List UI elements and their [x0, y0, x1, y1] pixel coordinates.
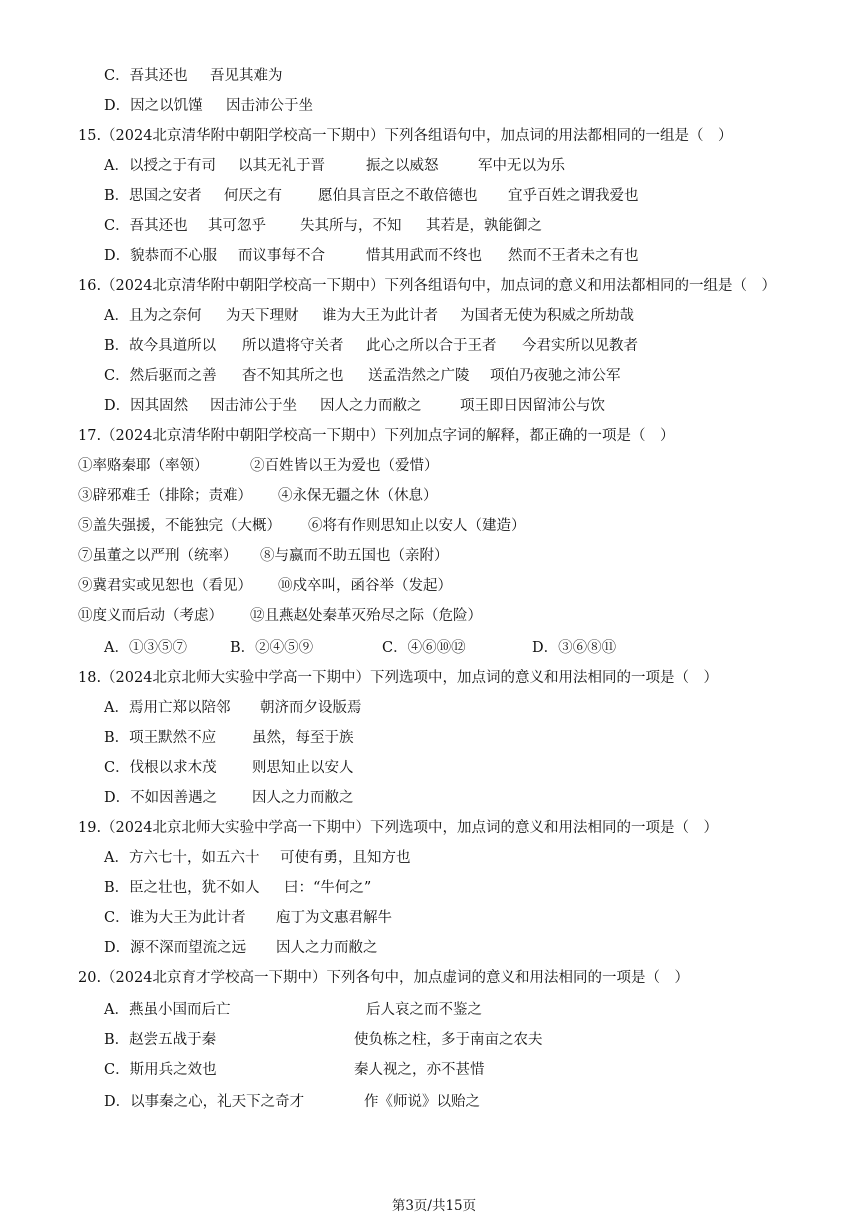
text-segment: C．吾其还也 — [104, 68, 188, 84]
text-segment: A．方六七十，如五六十 — [104, 850, 260, 866]
text-segment: 其可忽乎 — [208, 218, 266, 234]
text-segment: 朝济而夕设版焉 — [260, 700, 362, 716]
text-segment: A．①③⑤⑦ — [104, 640, 187, 656]
text-segment: 而议事每不合 — [238, 248, 325, 264]
text-segment: 杳不知其所之也 — [242, 368, 344, 384]
text-segment: B．项王默然不应 — [104, 730, 217, 746]
text-segment: D．不如因善遇之 — [104, 790, 218, 806]
text-segment: 庖丁为文惠君解牛 — [276, 910, 392, 926]
text-segment: D．因其固然 — [104, 398, 189, 414]
text-segment: ⑥将有作则思知止以安人（建造） — [308, 518, 526, 534]
text-segment: 项王即日因留沛公与饮 — [460, 398, 605, 414]
page-number: 第3页/共15页 — [391, 1198, 477, 1214]
text-segment: D．源不深而望流之远 — [104, 940, 247, 956]
text-segment: 因人之力而敝之 — [276, 940, 378, 956]
text-segment: 送孟浩然之广陵 — [368, 368, 470, 384]
text-segment: 秦人视之，亦不甚惜 — [354, 1062, 485, 1078]
text-segment: ②百姓皆以王为爱也（爱惜） — [250, 458, 439, 474]
text-segment: D．因之以饥馑 — [104, 98, 203, 114]
text-segment: 可使有勇，且知方也 — [280, 850, 411, 866]
text-segment: ⑦虽董之以严刑（统率） — [78, 548, 238, 564]
text-segment: B．臣之壮也，犹不如人 — [104, 880, 260, 896]
text-segment: 其若是，孰能御之 — [426, 218, 542, 234]
text-segment: C．谁为大王为此计者 — [104, 910, 246, 926]
text-segment: 作《师说》以贻之 — [364, 1094, 480, 1110]
text-segment: 项伯乃夜驰之沛公军 — [490, 368, 621, 384]
text-segment: A．燕虽小国而后亡 — [104, 1002, 231, 1018]
text-segment: 20.（2024北京育才学校高一下期中）下列各句中，加点虚词的意义和用法相同的一项是（ ） — [78, 970, 689, 986]
text-segment: C．伐根以求木茂 — [104, 760, 217, 776]
text-segment: 因击沛公于坐 — [210, 398, 297, 414]
text-segment: B．故今具道所以 — [104, 338, 217, 354]
text-segment: A．以授之于有司 — [104, 158, 216, 174]
text-segment: ⑪度义而后动（考虑） — [78, 608, 223, 624]
text-segment: C．吾其还也 — [104, 218, 188, 234]
text-segment: 因击沛公于坐 — [226, 98, 313, 114]
text-segment: 16.（2024北京清华附中朝阳学校高一下期中）下列各组语句中，加点词的意义和用法都相同的一组是（ ） — [78, 278, 776, 294]
text-segment: A．且为之奈何 — [104, 308, 202, 324]
text-segment: ④永保无疆之休（休息） — [278, 488, 438, 504]
text-segment: 后人哀之而不鉴之 — [366, 1002, 482, 1018]
text-segment: 为天下理财 — [226, 308, 299, 324]
text-segment: C．然后驱而之善 — [104, 368, 217, 384]
text-segment: 今君实所以见教者 — [522, 338, 638, 354]
text-segment: 为国者无使为积威之所劫哉 — [460, 308, 634, 324]
text-segment: ⑧与嬴而不助五国也（亲附） — [260, 548, 449, 564]
text-segment: 则思知止以安人 — [252, 760, 354, 776]
text-segment: 吾见其难为 — [210, 68, 283, 84]
text-segment: 以其无礼于晋 — [238, 158, 325, 174]
text-segment: 此心之所以合于王者 — [366, 338, 497, 354]
text-segment: 15.（2024北京清华附中朝阳学校高一下期中）下列各组语句中，加点词的用法都相同的一组是（ ） — [78, 128, 733, 144]
text-segment: A．焉用亡郑以陪邻 — [104, 700, 231, 716]
text-segment: 虽然，每至于族 — [252, 730, 354, 746]
text-segment: 所以遣将守关者 — [242, 338, 344, 354]
text-segment: 17.（2024北京清华附中朝阳学校高一下期中）下列加点字词的解释，都正确的一项是（ ） — [78, 428, 675, 444]
text-segment: 宜乎百姓之谓我爱也 — [508, 188, 639, 204]
text-segment: D．③⑥⑧⑪ — [532, 640, 617, 656]
text-segment: D．貌恭而不心服 — [104, 248, 218, 264]
text-segment: 失其所与，不知 — [300, 218, 402, 234]
text-segment: B．思国之安者 — [104, 188, 202, 204]
text-segment: ①率赂秦耶（率领） — [78, 458, 209, 474]
text-segment: D．以事秦之心，礼天下之奇才 — [104, 1094, 305, 1110]
text-segment: 谁为大王为此计者 — [322, 308, 438, 324]
text-segment: 军中无以为乐 — [478, 158, 565, 174]
text-segment: 因人之力而敝之 — [252, 790, 354, 806]
text-segment: C．④⑥⑩⑫ — [382, 640, 466, 656]
text-segment: C．斯用兵之效也 — [104, 1062, 217, 1078]
text-segment: 何厌之有 — [224, 188, 282, 204]
text-segment: 19.（2024北京北师大实验中学高一下期中）下列选项中，加点词的意义和用法相同的一项是（ ） — [78, 820, 718, 836]
text-segment: B．赵尝五战于秦 — [104, 1032, 217, 1048]
text-segment: 愿伯具言臣之不敢倍德也 — [318, 188, 478, 204]
text-segment: 使负栋之柱，多于南亩之农夫 — [354, 1032, 543, 1048]
text-segment: 然而不王者未之有也 — [508, 248, 639, 264]
text-segment: 曰：“牛何之” — [284, 880, 372, 896]
text-segment: ⑫且燕赵处秦革灭殆尽之际（危险） — [250, 608, 482, 624]
text-segment: ⑤盖失强援，不能独完（大概） — [78, 518, 281, 534]
text-segment: 惜其用武而不终也 — [366, 248, 482, 264]
text-segment: 振之以威怒 — [366, 158, 439, 174]
text-segment: ⑨冀君实或见恕也（看见） — [78, 578, 252, 594]
text-segment: 因人之力而敝之 — [320, 398, 422, 414]
text-segment: B．②④⑤⑨ — [230, 640, 314, 656]
text-segment: 18.（2024北京北师大实验中学高一下期中）下列选项中，加点词的意义和用法相同的一项是（ ） — [78, 670, 718, 686]
text-segment: ③辟邪难壬（排除；责难） — [78, 488, 252, 504]
text-segment: ⑩戍卒叫，函谷举（发起） — [278, 578, 452, 594]
